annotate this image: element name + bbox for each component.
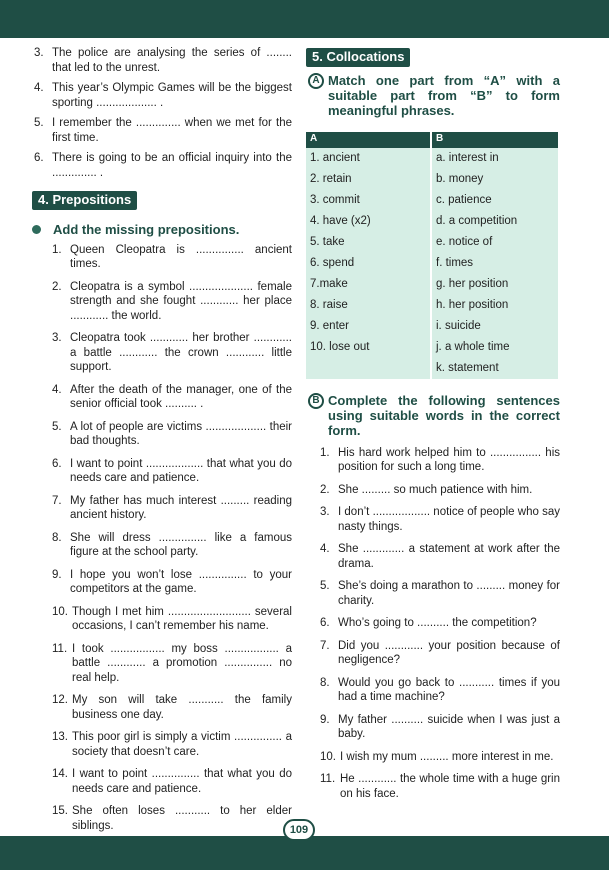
page-number: 109 — [283, 819, 315, 841]
table-row: 1. ancient a. interest in — [306, 148, 558, 169]
exercise-a-badge: A — [308, 73, 324, 89]
section-label: 5. Collocations — [306, 48, 410, 67]
list-item: 11. I took ................. my boss ................. a battle ............ a promotion ............... no real help. — [52, 642, 292, 684]
table-row: 2. retain b. money — [306, 169, 558, 190]
column-a-header: A — [306, 132, 431, 148]
list-item: 3. I don’t .................. notice of people who say nasty things. — [320, 506, 560, 533]
list-item: 3. The police are analysing the series of ........ that led to the unrest. — [34, 47, 292, 74]
collocations-table — [306, 132, 558, 379]
table-row: 7.make g. her position — [306, 274, 558, 295]
list-item: 5. She’s doing a marathon to ......... money for charity. — [320, 580, 560, 607]
list-item: 5. I remember the .............. when we met for the first time. — [34, 117, 292, 144]
list-item: 1. His hard work helped him to ................ his position for such a long time. — [320, 446, 560, 473]
collocations-section-header — [306, 48, 560, 67]
list-item: 3. Cleopatra took ............ her brother ............ a battle ............ the crown ............ little support. — [52, 332, 292, 373]
bullet-icon — [32, 225, 41, 234]
list-item: 4. After the death of the manager, one of the senior official took .......... . — [52, 383, 292, 410]
collocations-b-heading: B Complete the following sentences using suitable words in the correct form. — [308, 393, 560, 438]
list-item: 2. Cleopatra is a symbol .................... female strength and she fought ............ her place ............ the world. — [52, 280, 292, 322]
collocations-a-heading: A Match one part from “A” with a suitable part from “B” to form meaningful phrases. — [308, 73, 560, 118]
bottom-banner — [0, 836, 609, 870]
table-row: 9. enter i. suicide — [306, 316, 558, 337]
prepositions-heading: Add the missing prepositions. — [32, 222, 292, 237]
table-row: k. statement — [306, 358, 558, 379]
list-item: 1. Queen Cleopatra is ............... ancient times. — [52, 243, 292, 270]
list-item: 11. He ............ the whole time with a huge grin on his face. — [320, 773, 560, 800]
right-column — [306, 48, 560, 801]
sentence-completion-list — [320, 446, 560, 802]
table-row: 5. take e. notice of — [306, 232, 558, 253]
exercise-b-badge: B — [308, 393, 324, 409]
left-column — [34, 46, 292, 833]
list-item: 6. There is going to be an official inquiry into the .............. . — [34, 152, 292, 179]
continued-exercise-list — [34, 46, 292, 180]
table-row: 4. have (x2) d. a competition — [306, 211, 558, 232]
table-header-row — [306, 132, 558, 148]
list-item: 13. This poor girl is simply a victim ............... a society that doesn’t care. — [52, 731, 292, 758]
list-item: 12. My son will take ........... the family business one day. — [52, 694, 292, 721]
list-item: 15. She often loses ........... to her elder siblings. — [52, 805, 292, 832]
top-banner — [0, 0, 609, 38]
list-item: 4. This year’s Olympic Games will be the biggest sporting ................... . — [34, 82, 292, 109]
prepositions-list — [52, 243, 292, 834]
section-label: 4. Prepositions — [32, 191, 137, 210]
list-item: 5. A lot of people are victims ................... their bad thoughts. — [52, 420, 292, 447]
list-item: 6. Who’s going to .......... the competition? — [320, 617, 537, 629]
prepositions-section-header — [32, 191, 292, 210]
list-item: 8. She will dress ............... like a famous figure at the school party. — [52, 531, 292, 558]
list-item: 10. I wish my mum ......... more interest in me. — [320, 750, 554, 763]
table-row: 10. lose out j. a whole time — [306, 337, 558, 358]
list-item: 14. I want to point ............... that what you do needs care and patience. — [52, 768, 292, 795]
list-item: 8. Would you go back to ........... times if you had a time machine? — [320, 676, 560, 703]
list-item: 7. Did you ............ your position because of negligence? — [320, 639, 560, 666]
table-row: 6. spend f. times — [306, 253, 558, 274]
list-item: 4. She ............. a statement at work after the drama. — [320, 543, 560, 570]
list-item: 6. I want to point .................. that what you do needs care and patience. — [52, 457, 292, 484]
table-row: 8. raise h. her position — [306, 295, 558, 316]
list-item: 9. I hope you won’t lose ............... to your competitors at the game. — [52, 568, 292, 595]
list-item: 10. Though I met him .......................... several occasions, I can’t remember his name. — [52, 605, 292, 632]
list-item: 9. My father .......... suicide when I was just a baby. — [320, 713, 560, 740]
list-item: 2. She ......... so much patience with him. — [320, 483, 533, 496]
table-row: 3. commit c. patience — [306, 190, 558, 211]
column-b-header: B — [431, 132, 558, 148]
list-item: 7. My father has much interest ......... reading ancient history. — [52, 494, 292, 521]
